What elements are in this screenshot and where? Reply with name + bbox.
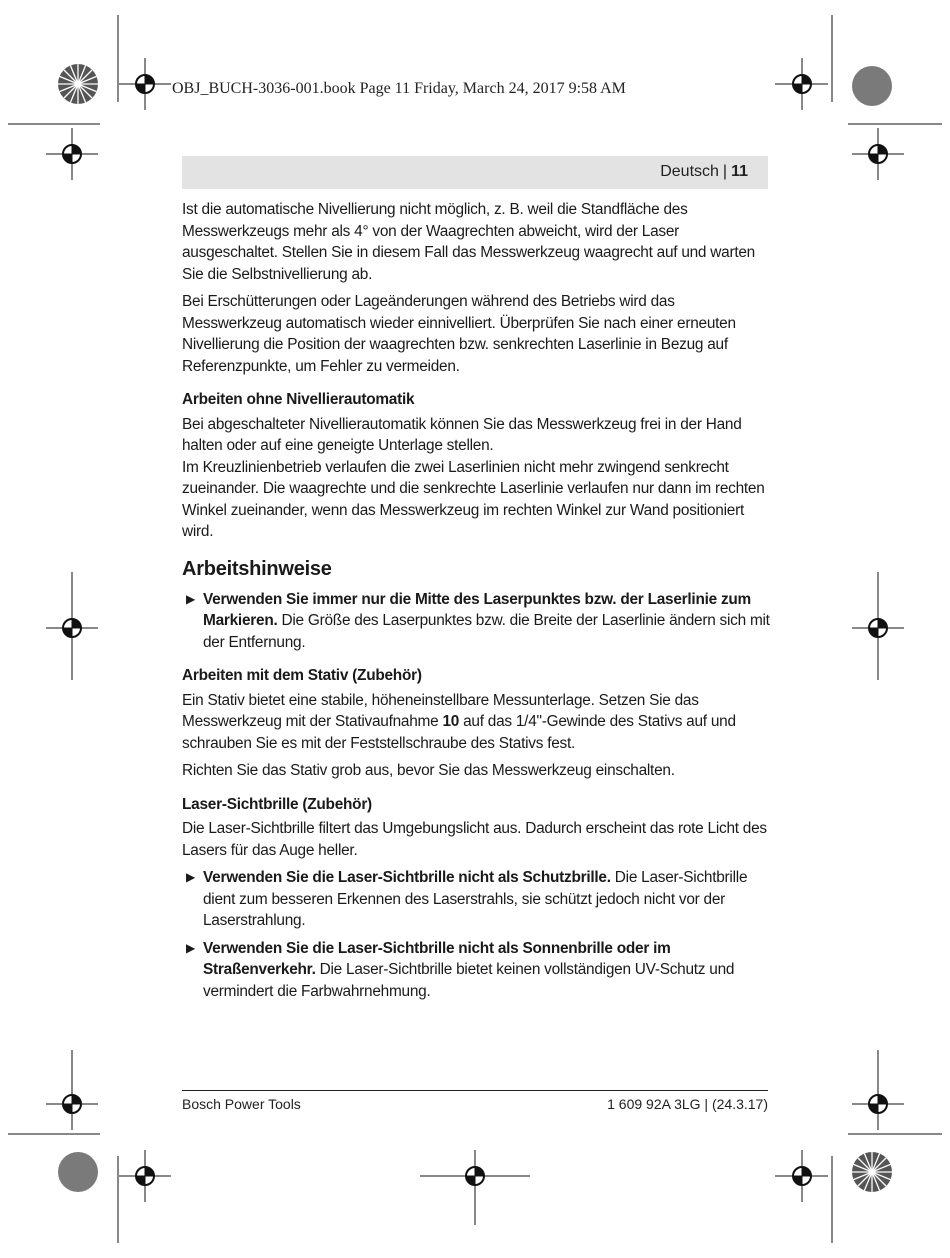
subheading: Arbeiten ohne Nivellierautomatik <box>182 391 415 408</box>
header-separator: | <box>722 163 728 180</box>
print-slug: OBJ_BUCH-3036-001.book Page 11 Friday, March 24, 2017 9:58 AM <box>172 80 626 97</box>
paragraph-text: Ein Stativ bietet eine stabile, höheneinstellbare Messunterlage. Setzen Sie das Messwerkzeug mit der Stativaufnahme <box>182 691 699 730</box>
header-label <box>660 163 748 181</box>
paragraph: Die Laser-Sichtbrille filtert das Umgebungslicht aus. Dadurch erscheint das rote Licht des Lasers für das Auge heller. <box>182 820 767 859</box>
page-body <box>182 199 772 1008</box>
paragraph: Ist die automatische Nivellierung nicht möglich, z. B. weil die Standfläche des Messwerkzeugs mehr als 4° von der Waagrechten abweicht, wird der Laser ausgeschaltet. Stellen Sie in diesem Fall das Messwerkzeug waagrecht auf und warten Sie die Selbstnivellierung ab. <box>182 201 755 283</box>
paragraph: Bei abgeschalteter Nivellierautomatik können Sie das Messwerkzeug frei in der Hand halten oder auf eine geneigte Unterlage stellen. <box>182 415 742 454</box>
tone-target-bottom-left <box>58 1152 98 1192</box>
bullet-item <box>182 867 772 932</box>
page-number: 11 <box>731 163 748 180</box>
footer-brand: Bosch Power Tools <box>182 1096 301 1112</box>
running-header <box>182 156 768 189</box>
paragraph <box>182 690 772 755</box>
paragraph: Bei Erschütterungen oder Lageänderungen während des Betriebs wird das Messwerkzeug automatisch wieder einnivelliert. Überprüfen Sie nach einer erneuten Nivellierung die Position der waagrechten bzw. senkrechten Laserlinie in Bezug auf Referenzpunkte, um Fehler zu vermeiden. <box>182 293 736 375</box>
bullet-bold: Verwenden Sie immer nur die Mitte des Laserpunktes bzw. der Laserlinie zum Markieren. <box>203 590 751 629</box>
footer-doc-id: 1 609 92A 3LG | (24.3.17) <box>607 1096 768 1112</box>
paragraph: Richten Sie das Stativ grob aus, bevor Sie das Messwerkzeug einschalten. <box>182 762 675 779</box>
bullet-triangle-icon: ▶ <box>186 591 195 606</box>
subheading: Laser-Sichtbrille (Zubehör) <box>182 795 372 813</box>
bullet-text: Die Laser-Sichtbrille dient zum besseren Erkennen des Laserstrahls, sie schützt jedoch nicht vor der Laserstrahlung. <box>203 869 748 929</box>
bullet-item <box>182 938 772 1003</box>
bullet-triangle-icon: ▶ <box>186 940 195 955</box>
subheading: Arbeiten mit dem Stativ (Zubehör) <box>182 667 422 684</box>
tone-target-top-right <box>852 66 892 106</box>
footer-rule <box>182 1090 768 1091</box>
bullet-item <box>182 589 772 654</box>
part-number: 10 <box>442 713 460 730</box>
section-heading: Arbeitshinweise <box>182 557 332 580</box>
bullet-text: Die Größe des Laserpunktes bzw. die Breite der Laserlinie ändern sich mit der Entfernung. <box>203 612 770 651</box>
bullet-triangle-icon: ▶ <box>186 870 195 884</box>
bullet-bold: Verwenden Sie die Laser-Sichtbrille nicht als Schutzbrille. <box>203 869 611 886</box>
star-target-top-left <box>58 64 98 104</box>
paragraph: Im Kreuzlinienbetrieb verlaufen die zwei Laserlinien nicht mehr zwingend senkrecht zueinander. Die waagrechte und die senkrechte Laserlinie verlaufen nur dann im rechten Winkel zueinander, wenn das Messwerkzeug im rechten Winkel zur Wand positioniert wird. <box>182 458 765 540</box>
bullet-bold: Verwenden Sie die Laser-Sichtbrille nicht als Sonnenbrille oder im Straßenverkehr. <box>203 939 671 978</box>
star-target-bottom-right <box>852 1152 892 1192</box>
paragraph-text: auf das 1/4"-Gewinde des Stativs auf und schrauben Sie es mit der Feststellschraube des Stativs fest. <box>182 713 736 752</box>
header-language: Deutsch <box>660 163 719 180</box>
bullet-text: Die Laser-Sichtbrille bietet keinen vollständigen UV-Schutz und vermindert die Farbwahrnehmung. <box>203 961 735 1000</box>
